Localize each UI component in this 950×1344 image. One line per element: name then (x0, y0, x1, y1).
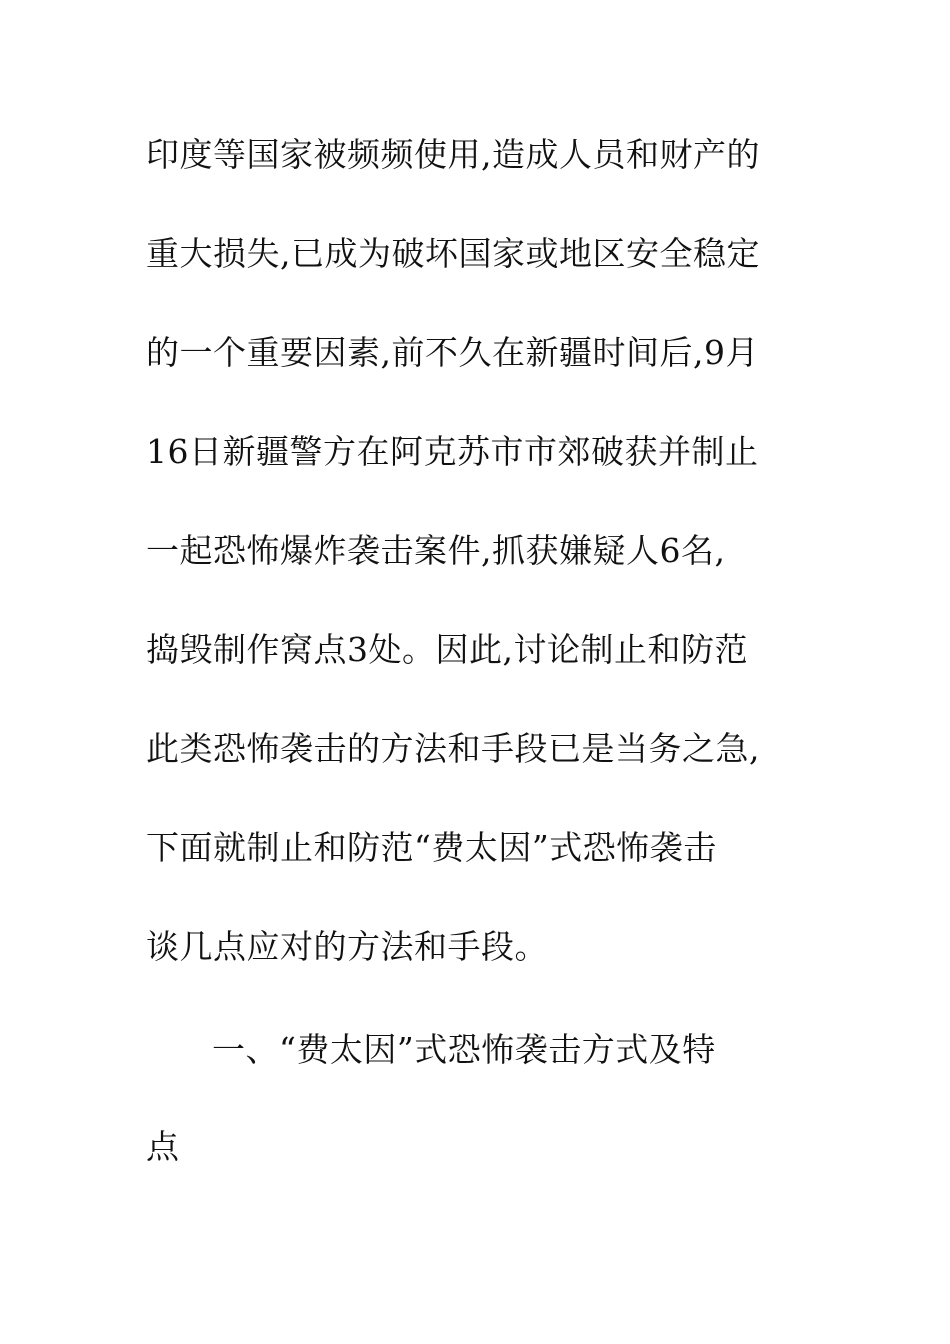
paragraph-line: 此类恐怖袭击的方法和手段已是当务之急, (146, 729, 760, 768)
section-heading-continuation: 点 (146, 1127, 180, 1166)
paragraph-line: 印度等国家被频频使用,造成人员和财产的 (146, 135, 760, 174)
paragraph-line: 捣毁制作窝点3处。因此,讨论制止和防范 (146, 630, 748, 669)
paragraph-line: 下面就制止和防范“费太因”式恐怖袭击 (146, 828, 717, 867)
paragraph-line: 的一个重要因素,前不久在新疆时间后,9月 (146, 333, 759, 372)
section-heading: 一、“费太因”式恐怖袭击方式及特 (212, 1030, 716, 1069)
paragraph-line: 谈几点应对的方法和手段。 (146, 927, 548, 966)
paragraph-line: 16日新疆警方在阿克苏市市郊破获并制止 (146, 432, 759, 471)
paragraph-line: 一起恐怖爆炸袭击案件,抓获嫌疑人6名, (146, 531, 726, 570)
paragraph-line: 重大损失,已成为破坏国家或地区安全稳定 (146, 234, 760, 273)
